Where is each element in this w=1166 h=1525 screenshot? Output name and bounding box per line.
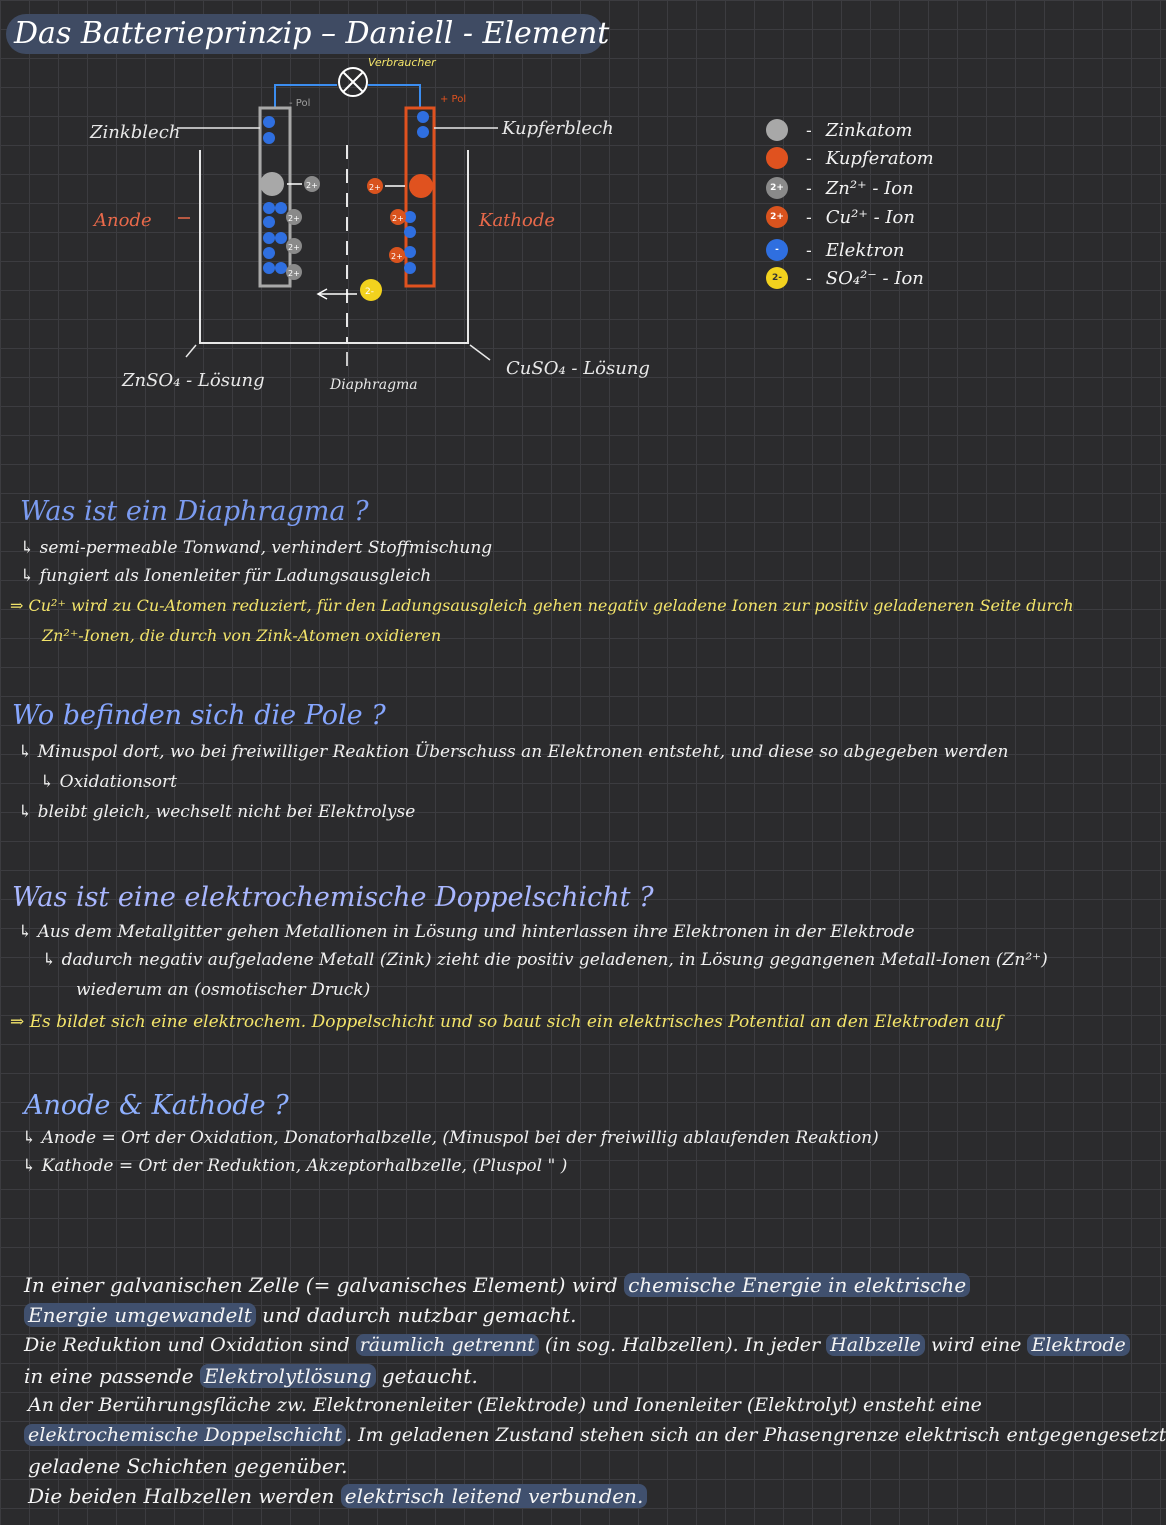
text-line: ↳ semi-permeable Tonwand, verhindert Stoffmischung bbox=[20, 538, 493, 558]
summary-line: Die Reduktion und Oxidation sind räumlich getrennt (in sog. Halbzellen). In jeder Halbzelle wird eine Elektrode bbox=[24, 1334, 1130, 1356]
text-line: ↳ Aus dem Metallgitter gehen Metallionen in Lösung und hinterlassen ihre Elektronen in der Elektrode bbox=[18, 922, 915, 942]
conclusion-line: Zn²⁺-Ionen, die durch von Zink-Atomen oxidieren bbox=[42, 626, 442, 645]
svg-text:2+: 2+ bbox=[288, 214, 300, 223]
anode-label: Anode bbox=[94, 210, 152, 231]
text-line: ↳ fungiert als Ionenleiter für Ladungsausgleich bbox=[20, 566, 432, 586]
legend-row: 2- - SO₄²⁻ - Ion bbox=[766, 266, 924, 290]
daniell-cell-diagram bbox=[0, 55, 700, 415]
plus-pol-label: + Pol bbox=[440, 94, 467, 105]
legend-row: - Zinkatom bbox=[766, 118, 912, 142]
electron-icon: - bbox=[766, 239, 788, 261]
text-line: ↳ Kathode = Ort der Reduktion, Akzeptorhalbzelle, (Pluspol " ) bbox=[22, 1156, 568, 1176]
legend-row: - Kupferatom bbox=[766, 146, 934, 170]
text-line: wiederum an (osmotischer Druck) bbox=[76, 980, 371, 1000]
copper-ion-icon: 2+ bbox=[766, 206, 788, 228]
znso4-label: ZnSO₄ - Lösung bbox=[122, 370, 265, 391]
svg-text:2+: 2+ bbox=[306, 181, 318, 190]
zinc-ion-icon: 2+ bbox=[766, 177, 788, 199]
conclusion-line: ⇒ Cu²⁺ wird zu Cu-Atomen reduziert, für den Ladungsausgleich gehen negativ geladene Ionen zur positiv geladeneren Seite durch bbox=[10, 596, 1074, 615]
section-heading: Was ist eine elektrochemische Doppelschicht ? bbox=[12, 882, 654, 913]
legend-row: - - Elektron bbox=[766, 238, 905, 262]
copper-atom-icon bbox=[766, 147, 788, 169]
kupferblech-label: Kupferblech bbox=[502, 118, 614, 139]
svg-text:2+: 2+ bbox=[392, 214, 404, 223]
zinkblech-label: Zinkblech bbox=[90, 122, 181, 143]
text-line: ↳ dadurch negativ aufgeladene Metall (Zink) zieht die positiv geladenen, in Lösung gegangenen Metall-Ionen (Zn²⁺) bbox=[42, 950, 1048, 970]
summary-line: Energie umgewandelt und dadurch nutzbar gemacht. bbox=[24, 1303, 576, 1327]
section-heading: Was ist ein Diaphragma ? bbox=[20, 496, 369, 527]
text-line: ↳ bleibt gleich, wechselt nicht bei Elektrolyse bbox=[18, 802, 416, 822]
legend-row: 2+ - Zn²⁺ - Ion bbox=[766, 176, 914, 200]
section-heading: Wo befinden sich die Pole ? bbox=[12, 700, 386, 731]
summary-line: An der Berührungsfläche zw. Elektronenleiter (Elektrode) und Ionenleiter (Elektrolyt) ensteht eine bbox=[28, 1394, 982, 1416]
text-line: ↳ Minuspol dort, wo bei freiwilliger Reaktion Überschuss an Elektronen entsteht, und diese so abgegeben werden bbox=[18, 742, 1009, 762]
summary-line: In einer galvanischen Zelle (= galvanisches Element) wird chemische Energie in elektrische bbox=[24, 1273, 970, 1297]
summary-line: geladene Schichten gegenüber. bbox=[28, 1454, 348, 1478]
summary-line: elektrochemische Doppelschicht . Im geladenen Zustand stehen sich an der Phasengrenze elektrisch entgegengesetzt bbox=[24, 1424, 1166, 1446]
text-line: ↳ Anode = Ort der Oxidation, Donatorhalbzelle, (Minuspol bei der freiwillig ablaufenden Reaktion) bbox=[22, 1128, 879, 1148]
svg-text:2+: 2+ bbox=[288, 243, 300, 252]
svg-text:2-: 2- bbox=[365, 287, 374, 297]
conclusion-line: ⇒ Es bildet sich eine elektrochem. Doppelschicht und so baut sich ein elektrisches Potential an den Elektroden auf bbox=[10, 1012, 1003, 1032]
summary-line: Die beiden Halbzellen werden elektrisch leitend verbunden. bbox=[28, 1484, 647, 1508]
svg-text:2+: 2+ bbox=[391, 252, 403, 261]
sulfate-ion-icon: 2- bbox=[766, 267, 788, 289]
diaphragma-label: Diaphragma bbox=[330, 377, 418, 393]
legend-row: 2+ - Cu²⁺ - Ion bbox=[766, 205, 915, 229]
verbraucher-label: Verbraucher bbox=[368, 56, 436, 69]
copper-atom bbox=[409, 174, 433, 198]
kathode-label: Kathode bbox=[479, 210, 556, 231]
zinc-atom bbox=[260, 172, 284, 196]
page-title: Das Batterieprinzip – Daniell - Element bbox=[14, 16, 610, 51]
text-line: ↳ Oxidationsort bbox=[40, 772, 177, 792]
svg-text:2+: 2+ bbox=[288, 269, 300, 278]
section-heading: Anode & Kathode ? bbox=[24, 1090, 289, 1121]
wire-right bbox=[368, 85, 420, 108]
cuso4-label: CuSO₄ - Lösung bbox=[506, 358, 650, 379]
zinc-atom-icon bbox=[766, 119, 788, 141]
svg-text:2+: 2+ bbox=[369, 183, 381, 192]
summary-line: in eine passende Elektrolytlösung getaucht. bbox=[24, 1364, 478, 1388]
minus-pol-label: - Pol bbox=[289, 98, 311, 109]
